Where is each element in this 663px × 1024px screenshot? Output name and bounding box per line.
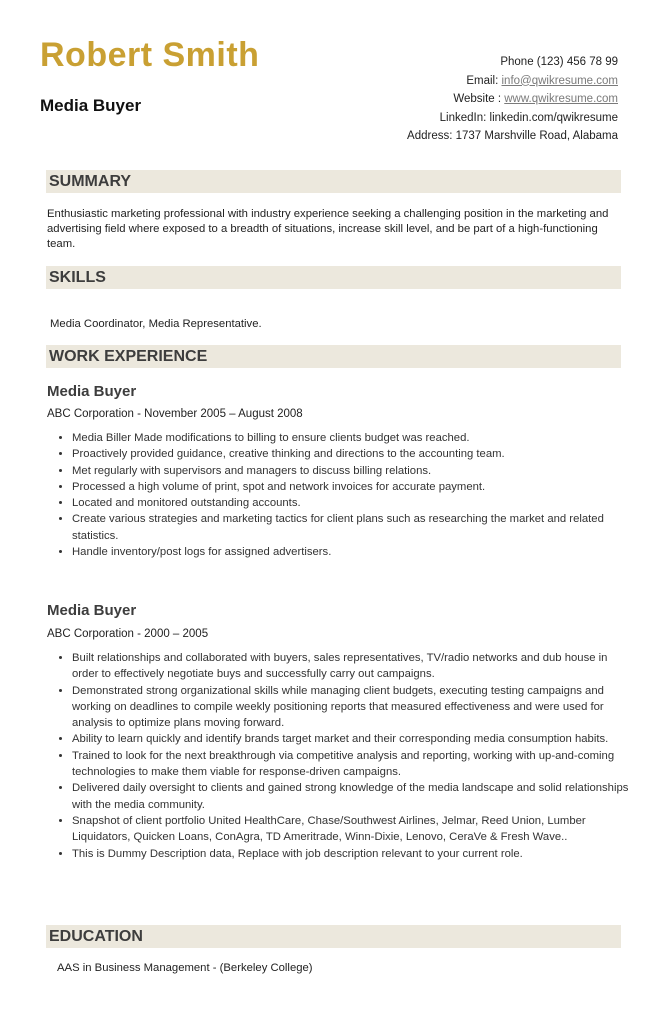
email-link[interactable]: info@qwikresume.com (501, 74, 618, 87)
list-item: • This is Dummy Description data, Replace with job description relevant to your current role. (72, 846, 636, 862)
work-experience-heading: WORK EXPERIENCE (46, 345, 621, 368)
job-2-meta: ABC Corporation - 2000 – 2005 (47, 628, 209, 640)
education-heading: EDUCATION (46, 925, 621, 948)
website-label: Website : (453, 93, 505, 105)
list-item: • Processed a high volume of print, spot and network invoices for accurate payment. (72, 479, 636, 495)
list-item: • Snapshot of client portfolio United HealthCare, Chase/Southwest Airlines, Jelmar, Reed Union, Lumber Liquidators, Quicken Loans, ConAgra, TD Ameritrade, Winn-Dixie, Lenovo, CeraVe & Fresh Wave.. (72, 813, 636, 846)
list-item: • Demonstrated strong organizational skills while managing client budgets, executing testing campaigns and working on deadlines to compile weekly positioning reports that measured effectiveness and were used for analysis to optimize plans moving forward. (72, 683, 636, 732)
skills-heading: SKILLS (46, 266, 621, 289)
list-item: • Create various strategies and marketing tactics for client plans such as researching the market and related statistics. (72, 511, 636, 544)
website-link[interactable]: www.qwikresume.com (504, 93, 618, 105)
candidate-name: Robert Smith (40, 36, 260, 74)
education-text: AAS in Business Management - (Berkeley College) (57, 962, 313, 974)
list-item: • Proactively provided guidance, creative thinking and directions to the accounting team. (72, 446, 636, 462)
list-item: • Met regularly with supervisors and managers to discuss billing relations. (72, 463, 636, 479)
list-item: • Handle inventory/post logs for assigned advertisers. (72, 544, 636, 560)
email-line (407, 72, 618, 91)
job-1-meta: ABC Corporation - November 2005 – August 2008 (47, 408, 303, 420)
skills-text: Media Coordinator, Media Representative. (50, 318, 262, 330)
summary-heading: SUMMARY (46, 170, 621, 193)
list-item: • Media Biller Made modifications to billing to ensure clients budget was reached. (72, 430, 636, 446)
linkedin: LinkedIn: linkedin.com/qwikresume (439, 111, 618, 124)
list-item: • Delivered daily oversight to clients and gained strong knowledge of the media landscape and solid relationships with the media community. (72, 780, 636, 813)
email-label: Email: (466, 74, 502, 87)
website-line (407, 90, 618, 109)
job-1-title: Media Buyer (47, 383, 137, 400)
job-2-title: Media Buyer (47, 602, 137, 619)
list-item: • Located and monitored outstanding accounts. (72, 495, 636, 511)
job-2-bullets (56, 650, 636, 862)
address: Address: 1737 Marshville Road, Alabama (407, 130, 618, 142)
job-1-bullets (56, 430, 636, 560)
list-item: • Ability to learn quickly and identify brands target market and their corresponding media consumption habits. (72, 731, 636, 747)
phone: Phone (123) 456 78 99 (500, 56, 618, 68)
summary-text: Enthusiastic marketing professional with industry experience seeking a challenging position in the marketing and advertising field where exposed to a breadth of situations, increase skill level, and be part of a high-functioning team. (47, 208, 609, 250)
candidate-role: Media Buyer (40, 96, 142, 115)
list-item: • Built relationships and collaborated with buyers, sales representatives, TV/radio networks and dub house in order to effectively negotiate buys and successfully carry out campaigns. (72, 650, 636, 683)
contact-block (407, 53, 618, 146)
list-item: • Trained to look for the next breakthrough via competitive analysis and reporting, working with up-and-coming technologies to make them viable for response-driven campaigns. (72, 748, 636, 781)
